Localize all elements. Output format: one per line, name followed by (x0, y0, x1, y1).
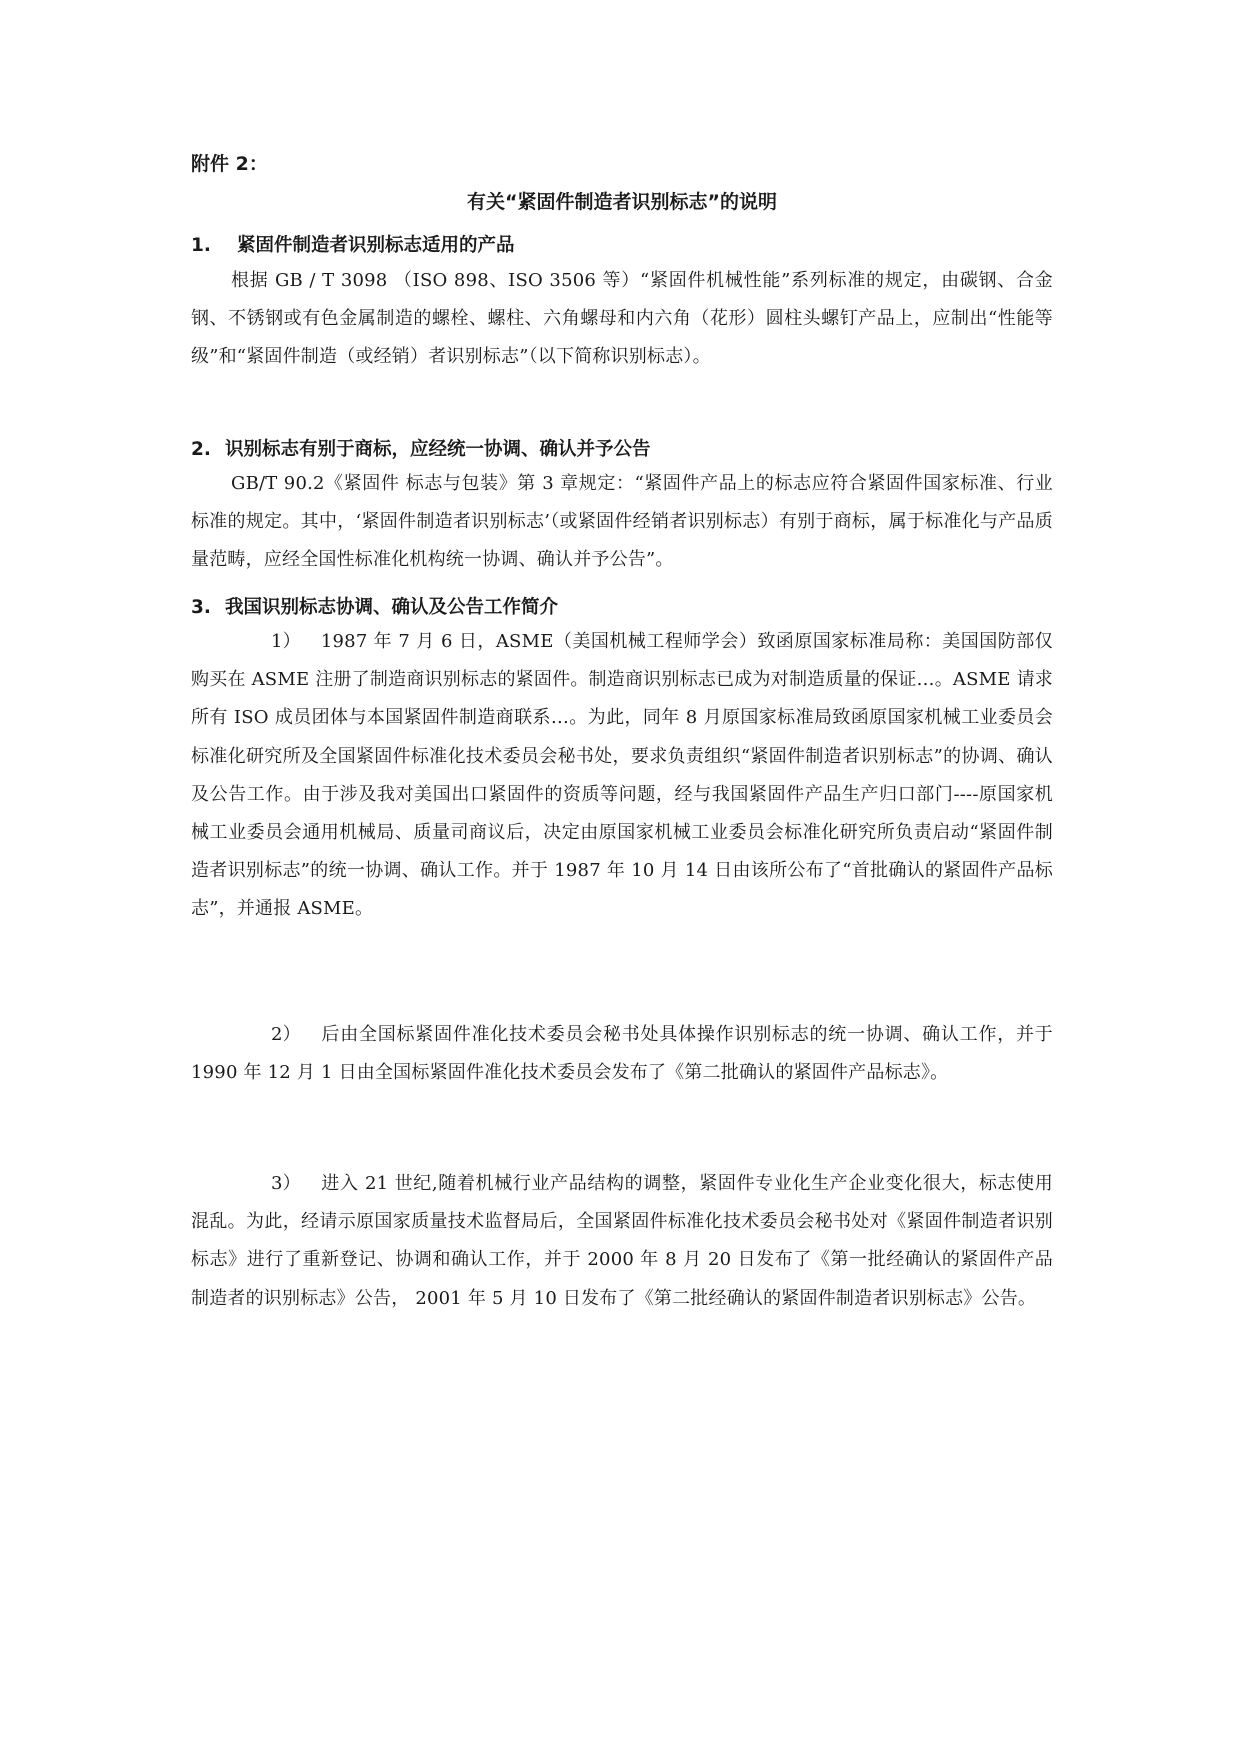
paragraph-text: 后由全国标紧固件准化技术委员会秘书处具体操作识别标志的统一协调、确认工作，并于 1990 年 12 月 1 日由全国标紧固件准化技术委员会发布了《第二批确认的紧固件产品标志》。 (191, 1024, 1053, 1084)
section-number: 2. (191, 439, 211, 460)
section-3-heading (191, 594, 1053, 622)
section-3-item-2 (191, 1016, 1053, 1092)
section-1-paragraph (191, 262, 1053, 377)
section-number: 1. (191, 235, 211, 256)
section-heading-text: 紧固件制造者识别标志适用的产品 (237, 235, 515, 256)
section-3-item-3 (191, 1165, 1053, 1318)
item-number: 2） (271, 1024, 301, 1045)
item-number: 1） (271, 631, 301, 652)
attachment-label: 附件 2： (191, 153, 268, 175)
paragraph-text: 根据 GB / T 3098 （ISO 898、ISO 3506 等）“紧固件机械性能”系列标准的规定，由碳钢、合金钢、不锈钢或有色金属制造的螺栓、螺柱、六角螺母和内六角（花形）圆柱头螺钉产品上，应制出“性能等级”和“紧固件制造（或经销）者识别标志”（以下简称识别标志）。 (191, 270, 1053, 368)
section-1-heading (191, 232, 1053, 260)
section-3-item-1 (191, 623, 1053, 929)
item-number: 3） (271, 1173, 301, 1194)
section-2-paragraph (191, 465, 1053, 580)
document-title: 有关“紧固件制造者识别标志”的说明 (467, 191, 777, 213)
section-2-heading (191, 436, 1053, 464)
section-heading-text: 我国识别标志协调、确认及公告工作简介 (225, 597, 559, 618)
paragraph-text: 进入 21 世纪,随着机械行业产品结构的调整，紧固件专业化生产企业变化很大，标志使用混乱。为此，经请示原国家质量技术监督局后，全国紧固件标准化技术委员会秘书处对《紧固件制造者识别标志》进行了重新登记、协调和确认工作，并于 2000 年 8 月 20 日发布了《第一批经确认的紧固件产品制造者的识别标志》公告， 2001 年 5 月 10 日发布了《第二批经确认的紧固件制造者识别标志》公告。 (191, 1173, 1053, 1309)
paragraph-text: GB/T 90.2《紧固件 标志与包装》第 3 章规定：“紧固件产品上的标志应符合紧固件国家标准、行业标准的规定。其中，‘紧固件制造者识别标志’（或紧固件经销者识别标志）有别于商标，属于标准化与产品质量范畴，应经全国性标准化机构统一协调、确认并予公告”。 (191, 473, 1053, 571)
paragraph-text: 1987 年 7 月 6 日，ASME（美国机械工程师学会）致函原国家标准局称：美国国防部仅购买在 ASME 注册了制造商识别标志的紧固件。制造商识别标志已成为对制造质量的保证…。ASME 请求所有 ISO 成员团体与本国紧固件制造商联系…。为此，同年 8 月原国家标准局致函原国家机械工业委员会标准化研究所及全国紧固件标准化技术委员会秘书处，要求负责组织“紧固件制造者识别标志”的协调、确认及公告工作。由于涉及我对美国出口紧固件的资质等问题，经与我国紧固件产品生产归口部门----原国家机械工业委员会通用机械局、质量司商议后，决定由原国家机械工业委员会标准化研究所负责启动“紧固件制造者识别标志”的统一协调、确认工作。并于 1987 年 10 月 14 日由该所公布了“首批确认的紧固件产品标志”，并通报 ASME。 (191, 631, 1053, 920)
section-heading-text: 识别标志有别于商标，应经统一协调、确认并予公告 (225, 439, 651, 460)
section-number: 3. (191, 597, 211, 618)
